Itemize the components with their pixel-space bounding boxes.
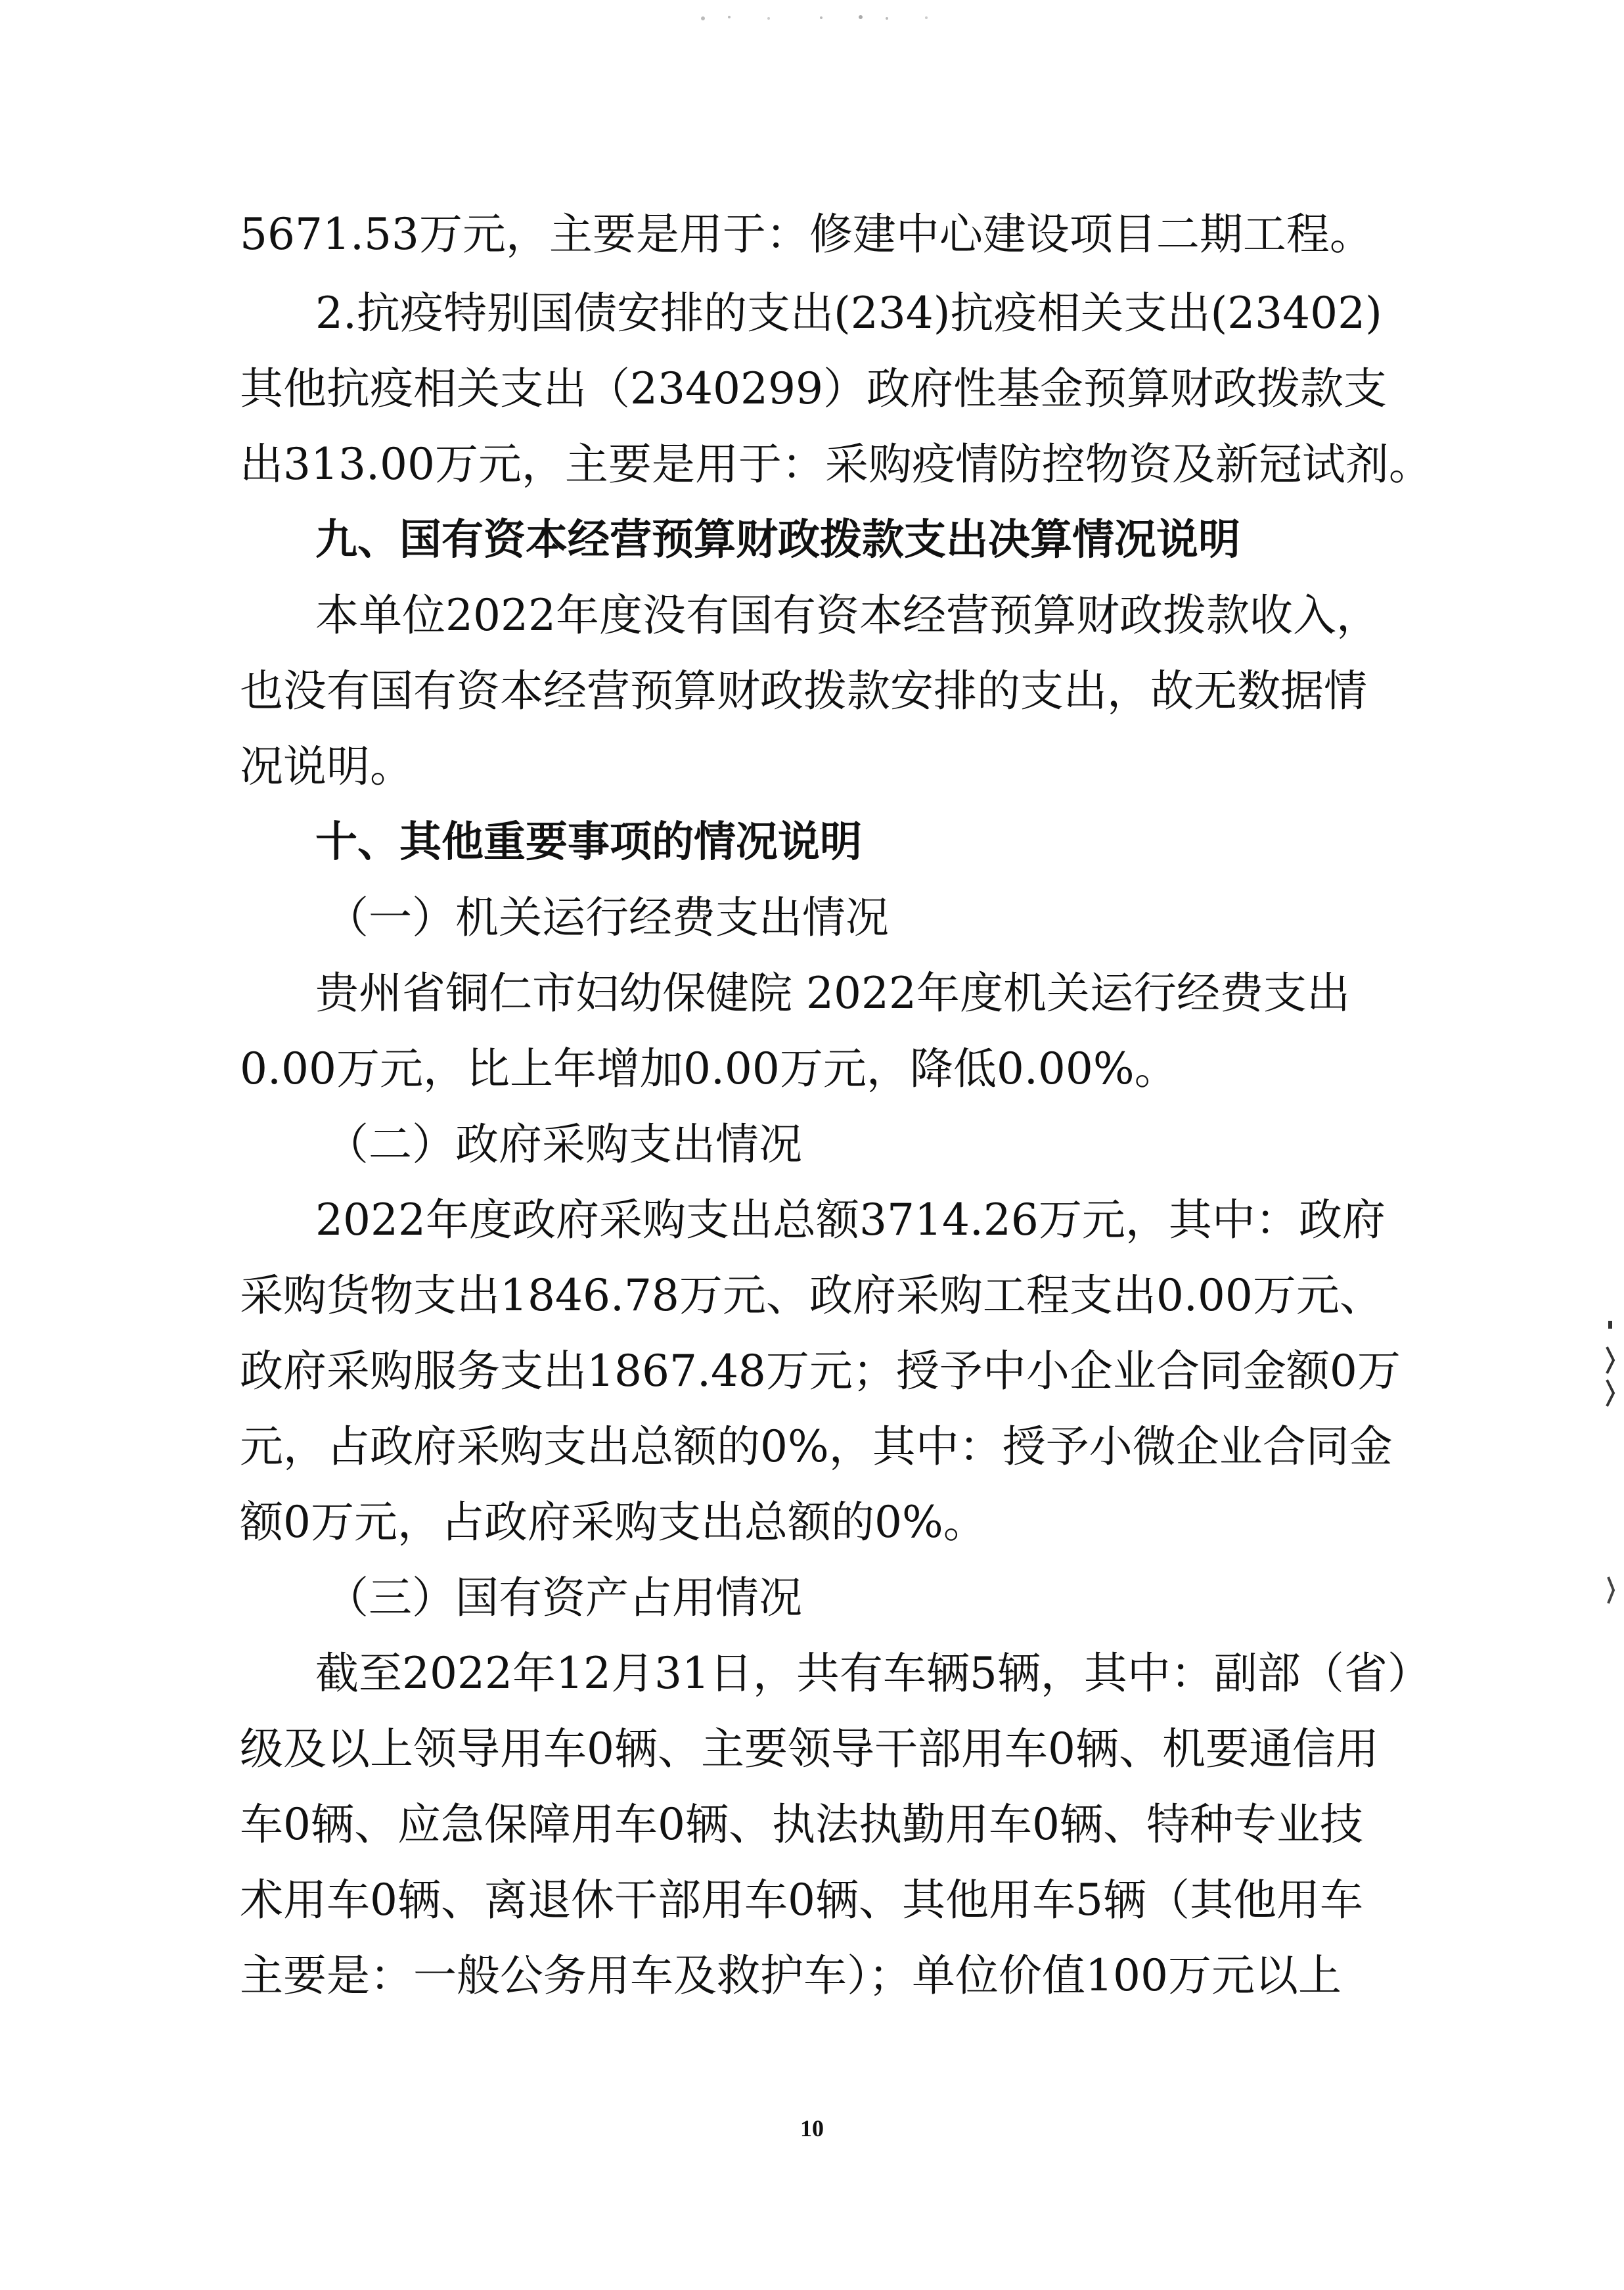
text-line-12: 0.00万元，比上年增加0.00万元，降低0.00%。 <box>240 1043 1178 1094</box>
text-line-23: 术用车0辆、离退休干部用车0辆、其他用车5辆（其他用车 <box>240 1875 1363 1925</box>
text-line-2: 2.抗疫特别国债安排的支出(234)抗疫相关支出(23402) <box>315 288 1382 338</box>
text-line-17: 元，占政府采购支出总额的0%，其中：授予小微企业合同金 <box>240 1421 1393 1472</box>
section-heading-9: 九、国有资本经营预算财政拨款支出决算情况说明 <box>315 516 1240 564</box>
subsection-heading-1: （一）机关运行经费支出情况 <box>325 892 889 943</box>
text-line-14: 2022年度政府采购支出总额3714.26万元，其中：政府 <box>315 1195 1386 1245</box>
text-line-11: 贵州省铜仁市妇幼保健院 2022年度机关运行经费支出 <box>315 968 1350 1019</box>
text-line-1: 5671.53万元，主要是用于：修建中心建设项目二期工程。 <box>240 209 1373 260</box>
subsection-heading-3: （三）国有资产占用情况 <box>325 1572 802 1623</box>
text-line-21: 级及以上领导用车0辆、主要领导干部用车0辆、机要通信用 <box>240 1724 1379 1774</box>
text-line-7: 也没有国有资本经营预算财政拨款安排的支出，故无数据情 <box>240 666 1367 716</box>
text-line-24: 主要是：一般公务用车及救护车）；单位价值100万元以上 <box>240 1950 1342 2001</box>
text-line-6: 本单位2022年度没有国有资本经营预算财政拨款收入， <box>315 590 1380 641</box>
text-line-22: 车0辆、应急保障用车0辆、执法执勤用车0辆、特种专业技 <box>240 1799 1363 1850</box>
text-line-8: 况说明。 <box>240 741 413 792</box>
text-line-3: 其他抗疫相关支出（2340299）政府性基金预算财政拨款支 <box>240 363 1387 414</box>
page-number: 10 <box>800 2115 824 2141</box>
text-line-4: 出313.00万元，主要是用于：采购疫情防控物资及新冠试剂。 <box>240 439 1432 490</box>
scan-artifact-edge <box>1603 1314 1619 1432</box>
text-line-16: 政府采购服务支出1867.48万元；授予中小企业合同金额0万 <box>240 1346 1401 1396</box>
text-line-15: 采购货物支出1846.78万元、政府采购工程支出0.00万元、 <box>240 1270 1383 1321</box>
subsection-heading-2: （二）政府采购支出情况 <box>325 1119 802 1170</box>
text-line-20: 截至2022年12月31日，共有车辆5辆，其中：副部（省） <box>315 1648 1431 1699</box>
scan-artifact-edge-lower <box>1603 1570 1619 1610</box>
text-line-18: 额0万元，占政府采购支出总额的0%。 <box>240 1497 987 1547</box>
scan-artifact-top <box>690 7 939 26</box>
section-heading-10: 十、其他重要事项的情况说明 <box>315 818 862 867</box>
